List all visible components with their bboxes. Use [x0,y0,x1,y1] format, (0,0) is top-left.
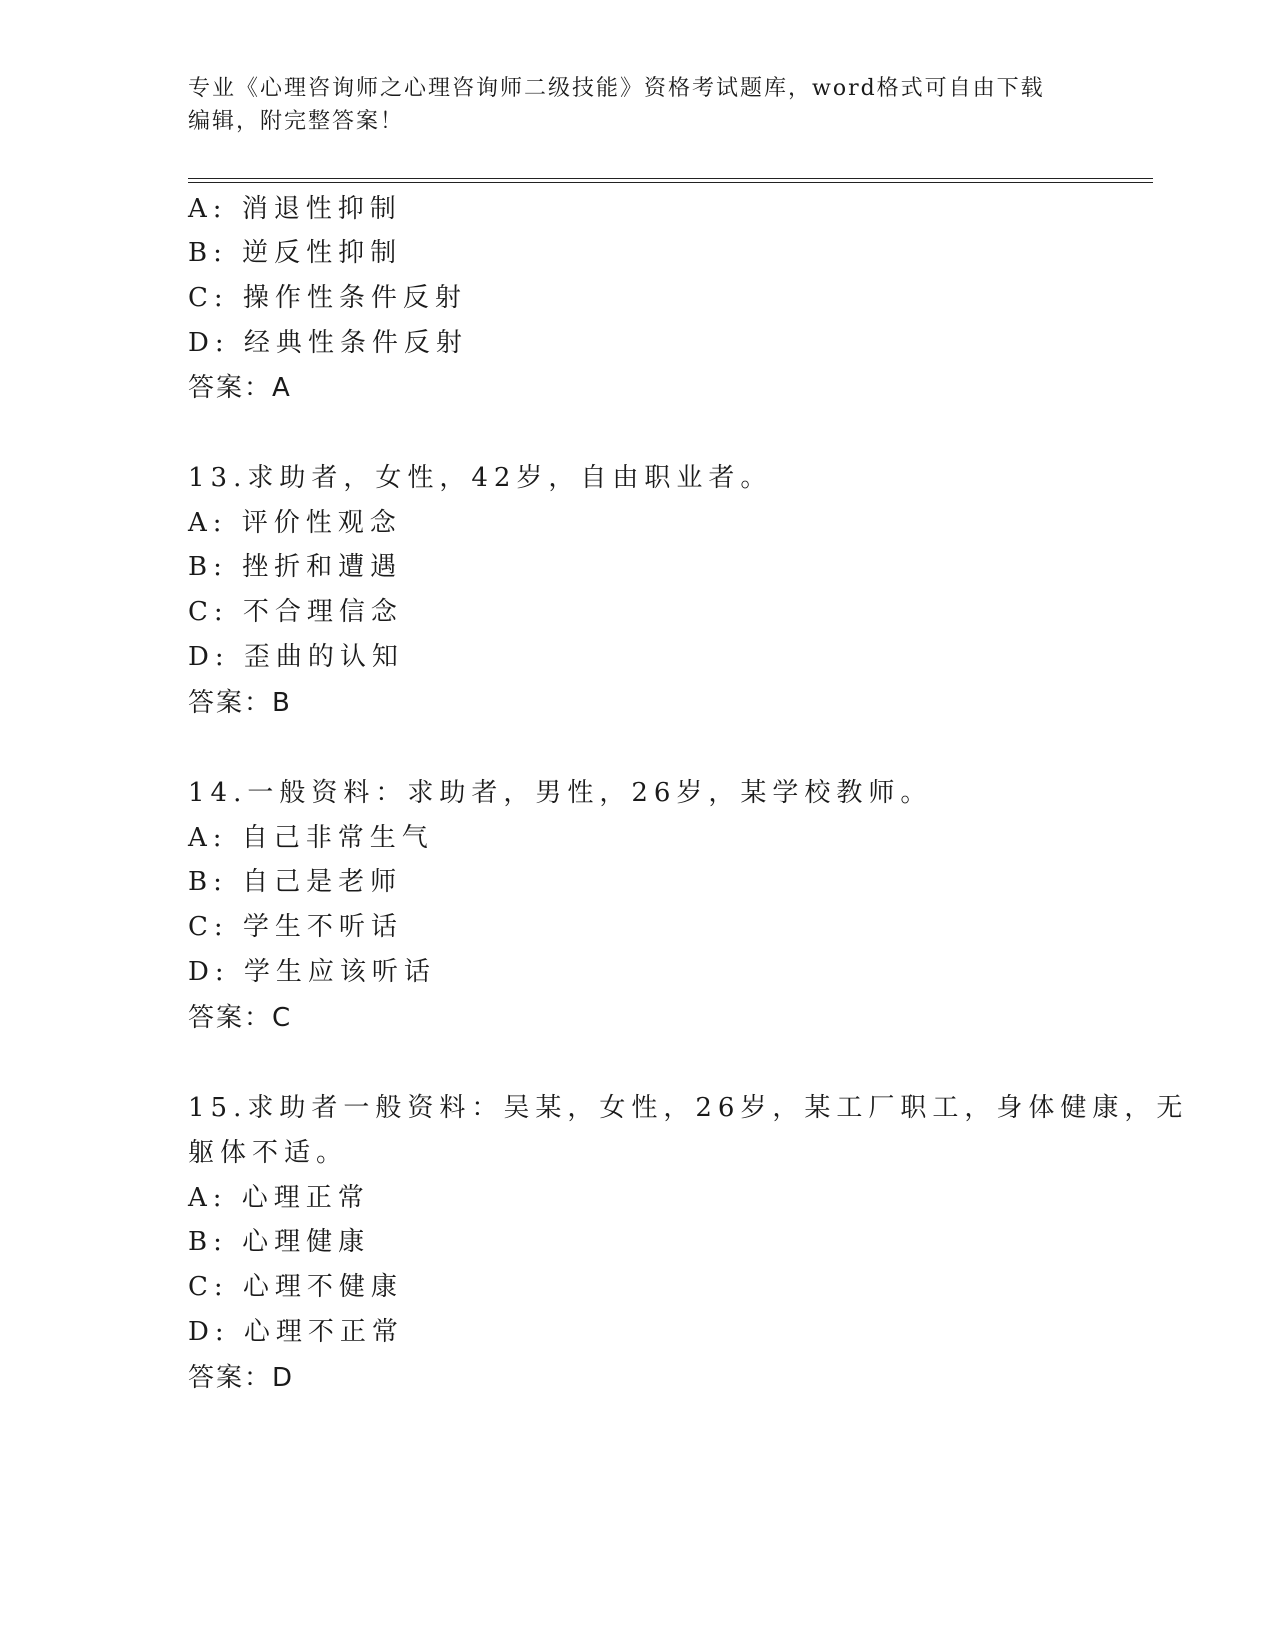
q14-answer: 答案：C [188,1003,293,1033]
q12-option-b: B: 逆反性抑制 [188,238,403,268]
document-header [188,72,1088,138]
header-divider-top [188,178,1153,179]
header-line-2: 编辑，附完整答案！ [188,109,405,134]
q14-option-a: A: 自己非常生气 [188,823,434,853]
q13-question: 13.求助者，女性，42岁，自由职业者。 [188,463,773,493]
q15-option-a: A: 心理正常 [188,1183,370,1213]
q15-question-line-2: 躯体不适。 [188,1138,349,1168]
q14-question: 14.一般资料：求助者，男性，26岁，某学校教师。 [188,778,933,808]
q12-option-c: C: 操作性条件反射 [188,283,467,313]
q15-option-d: D: 心理不正常 [188,1317,404,1347]
q14-option-c: C: 学生不听话 [188,912,403,942]
q15-question-line-1: 15.求助者一般资料：吴某，女性，26岁，某工厂职工，身体健康，无 [188,1093,1189,1123]
q13-option-c: C: 不合理信念 [188,597,403,627]
q12-option-a: A: 消退性抑制 [188,194,402,224]
q13-option-d: D: 歪曲的认知 [188,642,404,672]
header-line-1: 专业《心理咨询师之心理咨询师二级技能》资格考试题库，word格式可自由下载 [188,76,1045,101]
q14-option-b: B: 自己是老师 [188,867,403,897]
header-divider-bottom [188,182,1153,183]
q15-option-b: B: 心理健康 [188,1227,371,1257]
q15-answer: 答案：D [188,1363,295,1393]
q13-option-a: A: 评价性观念 [188,508,402,538]
q14-option-d: D: 学生应该听话 [188,957,436,987]
q12-option-d: D: 经典性条件反射 [188,328,468,358]
q13-option-b: B: 挫折和遭遇 [188,552,403,582]
q15-option-c: C: 心理不健康 [188,1272,403,1302]
q12-answer: 答案：A [188,373,292,403]
q13-answer: 答案：B [188,688,292,718]
